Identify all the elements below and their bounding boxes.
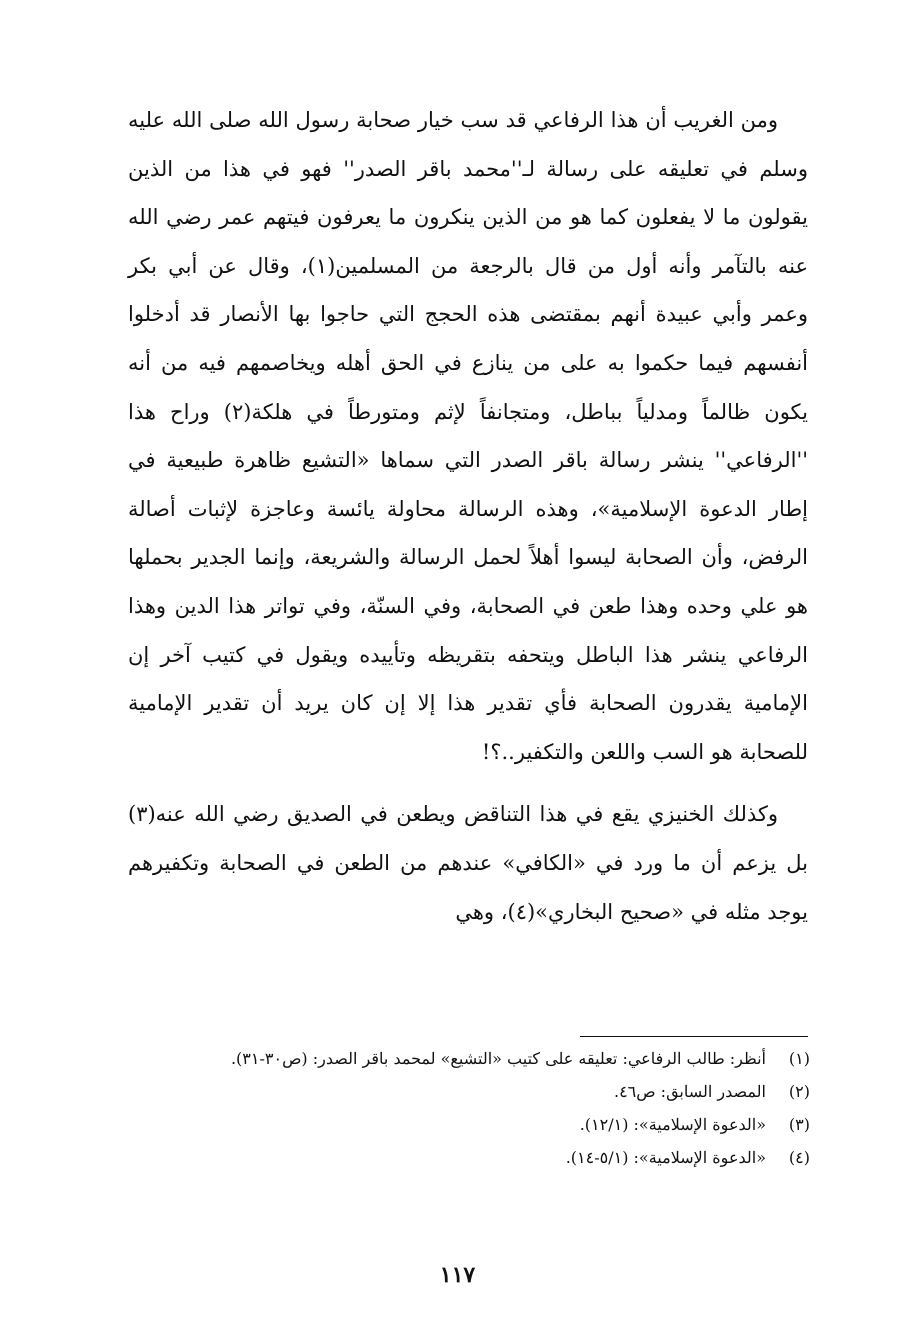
footnote-number: (١)	[788, 1049, 810, 1068]
footnote-number: (٢)	[788, 1082, 810, 1101]
footnote-3	[128, 1108, 810, 1141]
footnotes	[128, 1042, 810, 1174]
footnote-text: المصدر السابق: ص٤٦.	[613, 1082, 766, 1101]
footnote-number: (٣)	[788, 1115, 810, 1134]
paragraph-1: ومن الغريب أن هذا الرفاعي قد سب خيار صحابة رسول الله صلى الله عليه وسلم في تعليقه على رسالة لـ''محمد باقر الصدر'' فهو في هذا من الذين يقولون ما لا يفعلون كما هو من الذين ينكرون ما يعرفون فيتهم عمر رضي الله عنه بالتآمر وأنه أول من قال بالرجعة من المسلمين(١)، وقال عن أبي بكر وعمر وأبي عبيدة أنهم بمقتضى هذه الحجج التي حاجوا بها الأنصار قد أدخلوا أنفسهم فيما حكموا به على من ينازع في الحق أهله ويخاصمهم فيه من أنه يكون ظالماً ومدلياً بباطل، ومتجانفاً لإثم ومتورطاً في هلكة(٢) وراح هذا ''الرفاعي'' ينشر رسالة باقر الصدر التي سماها «التشيع ظاهرة طبيعية في إطار الدعوة الإسلامية»، وهذه الرسالة محاولة يائسة وعاجزة لإثبات أصالة الرفض، وأن الصحابة ليسوا أهلاً لحمل الرسالة والشريعة، وإنما الجدير بحملها هو علي وحده وهذا طعن في الصحابة، وفي السنّة، وفي تواتر هذا الدين وهذا الرفاعي ينشر هذا الباطل ويتحفه بتقريظه وتأييده ويقول في كتيب آخر إن الإمامية يقدرون الصحابة فأي تقدير هذا إلا إن كان يريد أن تقدير الإمامية للصحابة هو السب واللعن والتكفير..؟!	[128, 108, 808, 764]
footnote-number: (٤)	[788, 1148, 810, 1167]
footnote-separator	[580, 1036, 808, 1037]
footnote-4	[128, 1141, 810, 1174]
body-text	[128, 96, 808, 936]
footnote-text: أنظر: طالب الرفاعي: تعليقه على كتيب «التشيع» لمحمد باقر الصدر: (ص٣٠-٣١).	[230, 1049, 766, 1068]
footnote-text: «الدعوة الإسلامية»: (١٢/١).	[579, 1115, 766, 1134]
footnote-2	[128, 1075, 810, 1108]
footnote-1	[128, 1042, 810, 1075]
page-number: ١١٧	[439, 1262, 476, 1288]
footnote-text: «الدعوة الإسلامية»: (٥/١-١٤).	[565, 1148, 766, 1167]
paragraph-2: وكذلك الخنيزي يقع في هذا التناقض ويطعن في الصديق رضي الله عنه(٣) بل يزعم أن ما ورد في «الكافي» عندهم من الطعن في الصحابة وتكفيرهم يوجد مثله في «صحيح البخاري»(٤)، وهي	[128, 802, 808, 924]
